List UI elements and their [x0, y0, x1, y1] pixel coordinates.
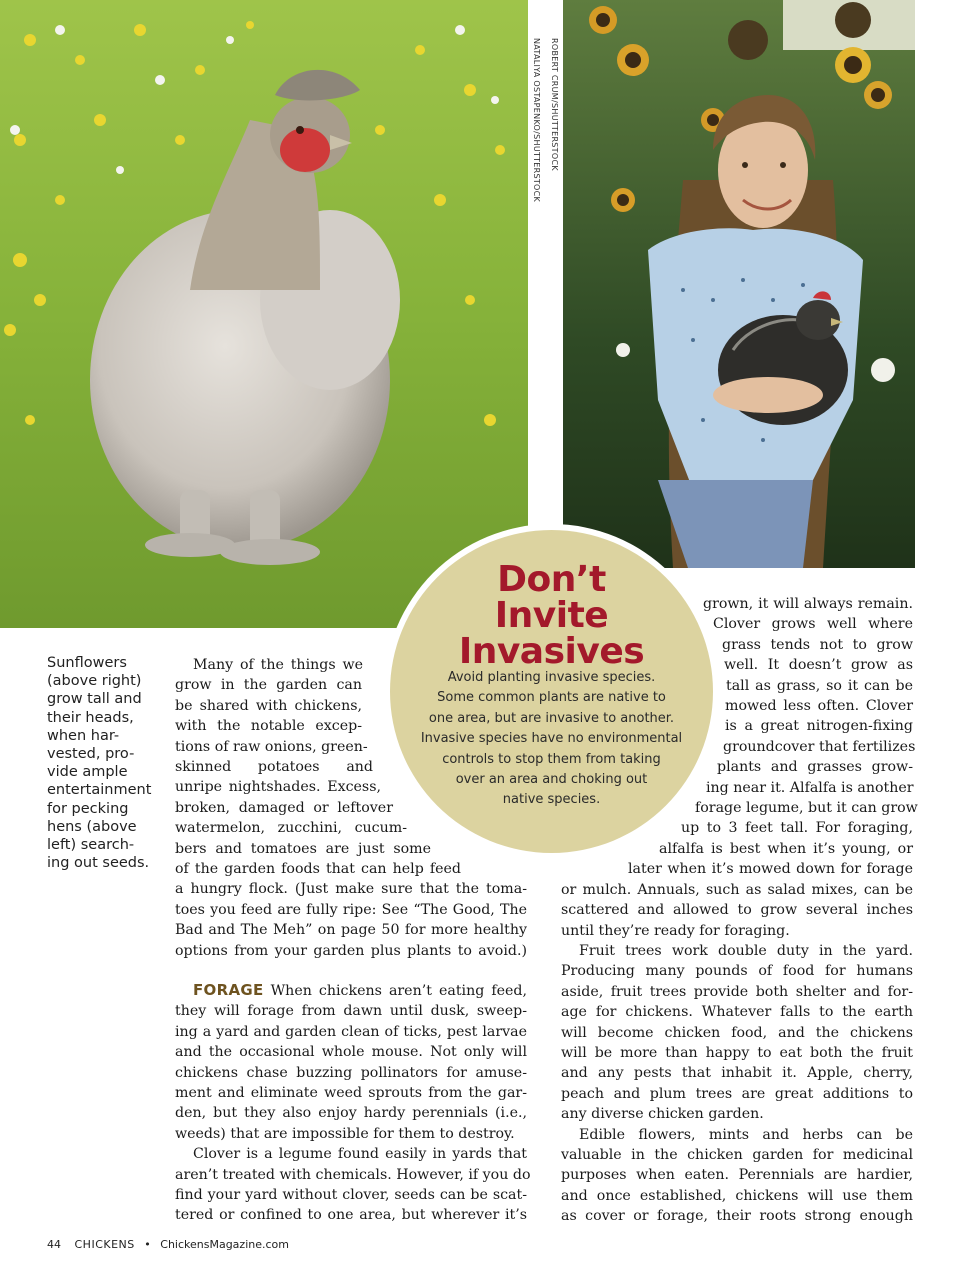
sidebar-title-line: Invasives [458, 631, 645, 672]
photo-credit-left: NATALIYA OSTAPENKO/SHUTTERSTOCK [532, 38, 541, 203]
body-line: of the garden foods that can help feed [175, 861, 461, 878]
body-line [175, 980, 527, 1001]
body-line: peach and plum trees are great additions to [561, 1085, 913, 1102]
body-line: purposes when eaten. Perennials are hardier, [561, 1167, 913, 1184]
magazine-website: ChickensMagazine.com [160, 1238, 289, 1251]
sidebar-text-line: Avoid planting invasive species. [447, 670, 656, 685]
body-line: any diverse chicken garden. [561, 1106, 764, 1123]
caption-line: grow tall and [47, 691, 142, 708]
body-line: scattered and allowed to grow several inches [561, 902, 913, 919]
body-line: they will forage from dawn until dusk, sweep- [175, 1003, 527, 1020]
body-line: with the notable excep- [175, 718, 362, 735]
body-line: plants and grasses grow- [717, 759, 913, 776]
body-line: up to 3 feet tall. For foraging, [681, 820, 913, 837]
body-line: tall as grass, so it can be [726, 677, 913, 694]
caption-line: Sunflowers [47, 655, 127, 671]
body-line: weeds) that are impossible for them to destroy. [175, 1125, 515, 1142]
body-line: unripe nightshades. Excess, [175, 779, 381, 796]
body-line: well. It doesn’t grow as [724, 657, 913, 674]
body-line: skinned potatoes and [175, 759, 373, 776]
page-number: 44 [47, 1238, 61, 1251]
body-line: ing near it. Alfalfa is another [706, 779, 914, 796]
body-line: find your yard without clover, seeds can be scat- [175, 1187, 527, 1204]
body-line: options from your garden plus plants to avoid.) [175, 942, 527, 959]
body-line: Producing many pounds of food for humans [561, 963, 913, 980]
caption-line: when har- [47, 727, 120, 744]
body-line: Bad and The Meh” on page 50 for more healthy [175, 922, 527, 939]
photo-caption [47, 654, 157, 872]
body-line: Many of the things we [193, 657, 363, 673]
caption-line: vested, pro- [47, 746, 135, 763]
forage-subhead: FORAGE [193, 981, 264, 999]
body-line: forage legume, but it can grow [695, 800, 918, 817]
body-line: toes you feed are fully ripe: See “The Good, The [175, 901, 527, 918]
body-line: is a great nitrogen-fixing [725, 718, 913, 735]
sidebar-title-line: Invite [494, 595, 609, 636]
body-line: grown, it will always remain. [703, 596, 913, 612]
article-column-right [561, 594, 918, 1227]
caption-line: entertainment [47, 782, 152, 799]
body-line: Fruit trees work double duty in the yard. [579, 942, 913, 959]
body-line: groundcover that fertilizes [723, 738, 916, 755]
sidebar-text-line: native species. [502, 792, 601, 808]
sidebar-text-line: Some common plants are native to [437, 690, 666, 706]
sidebar-text-line: one area, but are invasive to another. [428, 710, 675, 726]
sidebar-text-line: Invasive species have no environmental [420, 731, 683, 747]
body-line: den, but they also enjoy hardy perennials (i.e., [175, 1105, 527, 1122]
sidebar-text-line: over an area and choking out [455, 772, 648, 788]
forage-section [175, 980, 531, 1226]
sidebar-text-line: controls to stop them from taking [442, 751, 661, 767]
body-line: a hungry flock. (Just make sure that the toma- [175, 881, 527, 898]
photo-credit-right: ROBERT CRUM/SHUTTERSTOCK [550, 38, 559, 171]
magazine-name: CHICKENS [74, 1238, 135, 1251]
body-line: chickens chase buzzing pollinators for amuse- [175, 1064, 527, 1081]
body-line: tions of raw onions, green- [175, 738, 368, 755]
body-line: aside, fruit trees provide both shelter and for- [561, 983, 913, 1000]
hen-illustration [0, 0, 528, 628]
body-line: Edible flowers, mints and herbs can be [579, 1126, 913, 1143]
body-line: or mulch. Annuals, such as salad mixes, can be [561, 881, 913, 898]
body-line: age for chickens. Whatever falls to the earth [561, 1004, 913, 1021]
body-line: aren’t treated with chemicals. However, if you do [175, 1166, 531, 1183]
caption-line: (above right) [47, 673, 142, 690]
caption-line: left) search- [47, 837, 135, 854]
body-line: valuable in the chicken garden for medicinal [561, 1146, 913, 1163]
body-line: and any pests that inhabit it. Apple, cherry, [561, 1065, 913, 1082]
caption-line: hens (above [47, 818, 137, 835]
body-line: Clover is a legume found easily in yards that [193, 1146, 527, 1163]
body-line: grow in the garden can [175, 677, 362, 694]
body-line: alfalfa is best when it’s young, or [659, 840, 913, 857]
body-line: and once established, chickens will use them [561, 1187, 913, 1204]
body-line: as cover or forage, their roots strong enough [561, 1208, 913, 1225]
girl-illustration [563, 0, 915, 568]
body-line: and the occasional whole mouse. Not only will [175, 1044, 527, 1061]
caption-line: ing out seeds. [47, 855, 150, 872]
caption-line: for pecking [47, 800, 129, 817]
body-line: ment and eliminate weed sprouts from the gar- [175, 1085, 527, 1102]
body-line: will be more than happy to eat both the fruit [561, 1044, 913, 1061]
sidebar-title-line: Don’t [497, 559, 606, 600]
body-line: grass tends not to grow [722, 636, 913, 653]
body-line: mowed less often. Clover [725, 698, 913, 715]
body-line: be shared with chickens, [175, 697, 362, 714]
body-line: broken, damaged or leftover [175, 799, 393, 816]
caption-line: their heads, [47, 709, 134, 726]
article-intro-paragraph [175, 655, 527, 961]
body-line: later when it’s mowed down for forage [628, 861, 913, 878]
body-line: will become chicken food, and the chickens [561, 1024, 913, 1041]
photo-girl-with-chicken [563, 0, 915, 568]
body-line: ing a yard and garden clean of ticks, pest larvae [175, 1023, 527, 1040]
body-line: watermelon, zucchini, cucum- [175, 820, 407, 837]
caption-line: vide ample [47, 764, 128, 781]
footer-bullet: • [144, 1238, 151, 1251]
body-line-text: When chickens aren’t eating feed, [270, 983, 527, 999]
body-line: Clover grows well where [713, 616, 913, 633]
page-footer [47, 1238, 289, 1251]
body-line: until they’re ready for foraging. [561, 922, 790, 939]
body-line: bers and tomatoes are just some [175, 840, 431, 857]
photo-hen-in-grass [0, 0, 528, 628]
body-line: tered or confined to one area, but wherever it’s [175, 1207, 527, 1224]
